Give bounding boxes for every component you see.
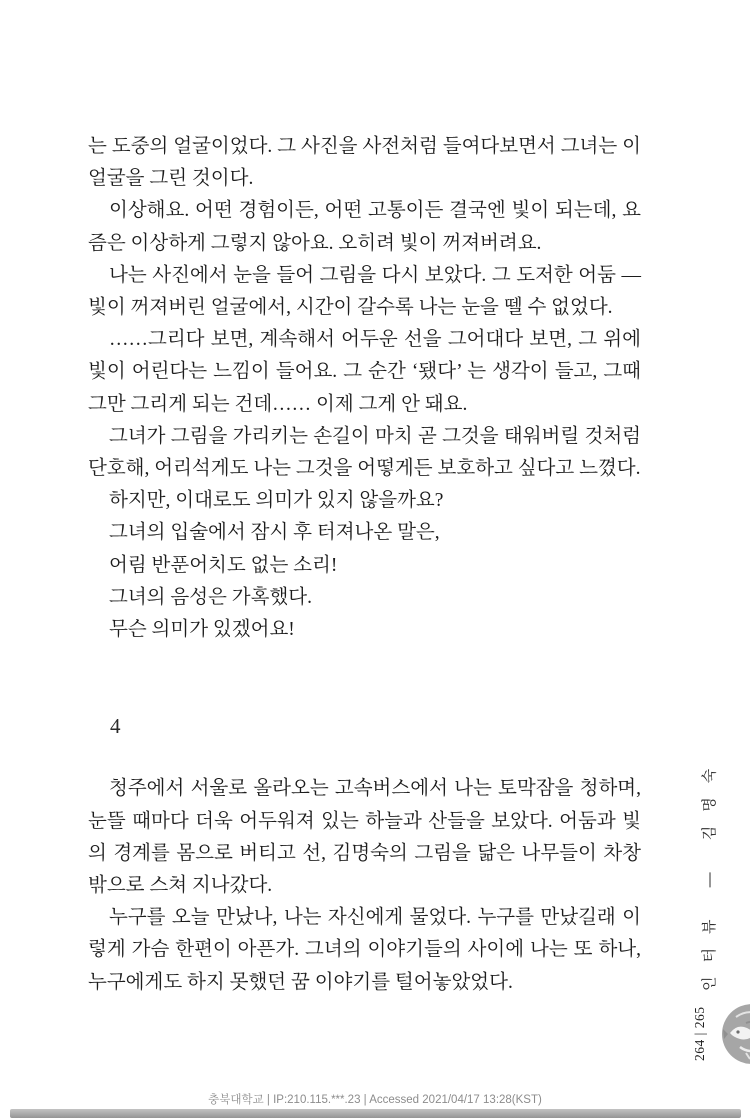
paragraph: 는 도중의 얼굴이었다. 그 사진을 사전처럼 들여다보면서 그녀는 이 얼굴을 그린 것이다. [88,136,641,190]
paragraph: ……그리다 보면, 계속해서 어두운 선을 그어대다 보면, 그 위에 빛이 어린다는 느낌이 들어요. 그 순간 ‘됐다’ 는 생각이 들고, 그때 그만 그리게 되는 건데…… 이제 그게 안 돼요. [88,329,641,415]
viewer-access-footer: 충북대학교 | IP:210.115.***.23 | Accessed 2021/04/17 13:28(KST) [208,1094,542,1106]
paragraph: 이상해요. 어떤 경험이든, 어떤 고통이든 결국엔 빛이 되는데, 요즘은 이상하게 그렇지 않아요. 오히려 빛이 꺼져버려요. [88,200,641,254]
paragraph: 청주에서 서울로 올라오는 고속버스에서 나는 토막잠을 청하며, 눈뜰 때마다 더욱 어두워져 있는 하늘과 산들을 보았다. 어둠과 빛의 경계를 몸으로 버티고 선, 김명숙의 그림을 닮은 나무들이 차창 밖으로 스쳐 지나갔다. [88,778,641,897]
paragraph: 그녀의 음성은 가혹했다. [109,586,312,608]
paragraph: 하지만, 이대로도 의미가 있지 않을까요? [109,490,444,512]
page-number-label: 264 | 265 [692,1006,707,1061]
paragraph: 무슨 의미가 있겠어요! [109,619,295,641]
horizontal-scrollbar[interactable] [10,1109,741,1118]
paragraph: 나는 사진에서 눈을 들어 그림을 다시 보았다. 그 도저한 어둠 ― 빛이 꺼져버린 얼굴에서, 시간이 갈수록 나는 눈을 뗄 수 없었다. [88,264,641,319]
page-body-text [88,131,641,999]
section-number: 4 [110,714,121,739]
edge-running-title: 인터뷰 ― 김명숙 [701,754,718,991]
paragraph: 누구를 오늘 만났나, 나는 자신에게 물었다. 누구를 만났길래 이렇게 가슴 한편이 아픈가. 그녀의 이야기들의 사이에 나는 또 하나, 누구에게도 하지 못했던 꿈 이야기를 털어놓았었다. [88,907,641,993]
paragraph: 그녀가 그림을 가리키는 손길이 마치 곧 그것을 태워버릴 것처럼 단호해, 어리석게도 나는 그것을 어떻게든 보호하고 싶다고 느꼈다. [88,425,641,480]
paragraph: 그녀의 입술에서 잠시 후 터져나온 말은, [109,522,440,544]
library-seal-stamp-icon [716,1003,750,1067]
paragraph: 어림 반푼어치도 없는 소리! [109,554,338,576]
